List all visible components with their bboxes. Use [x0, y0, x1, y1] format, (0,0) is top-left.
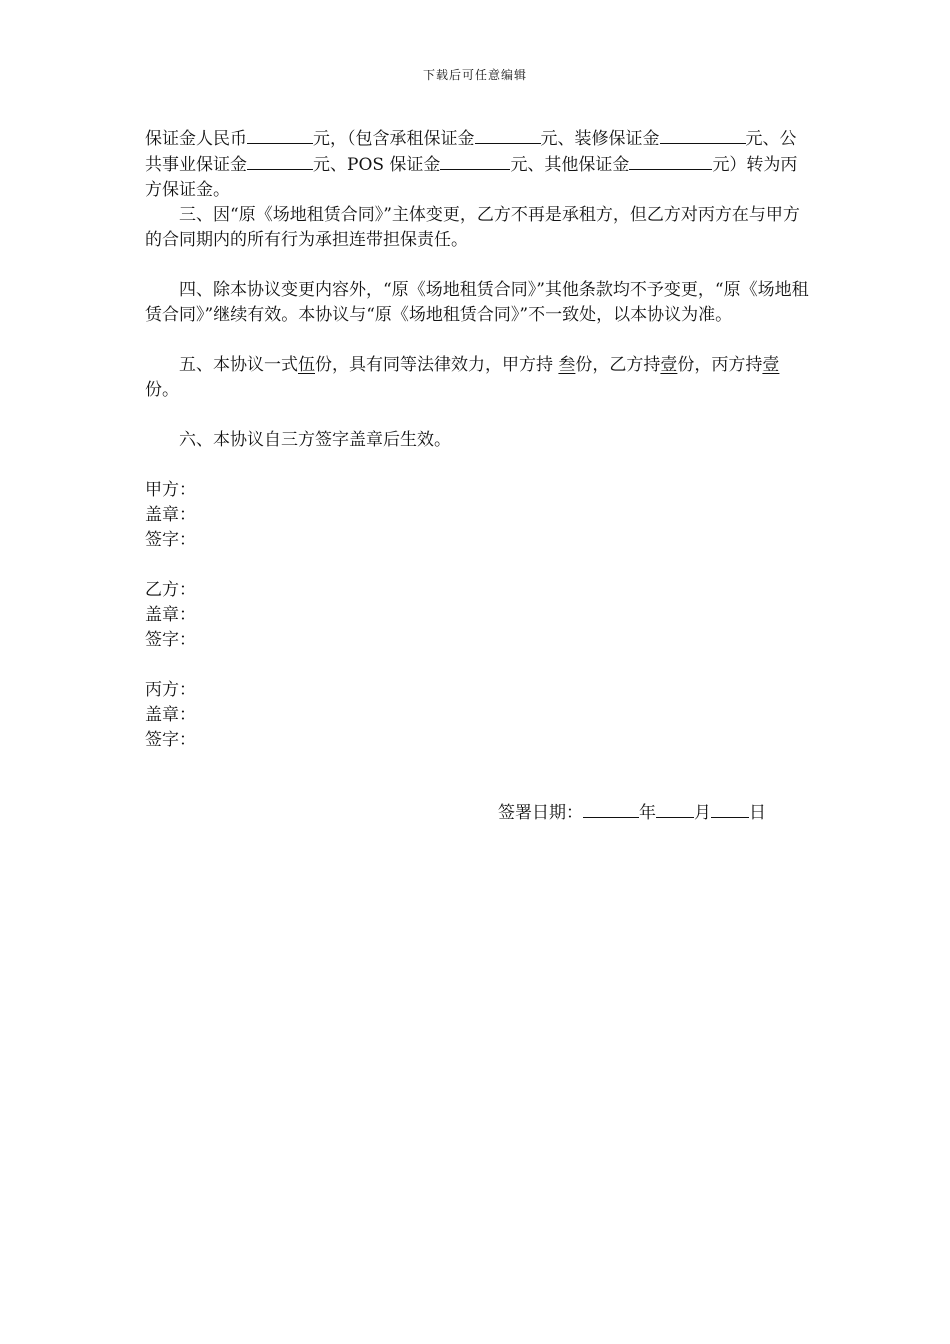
deposit-text-4: 元、公共事业保证金: [145, 129, 797, 175]
clause-4: 四、除本协议变更内容外，“原《场地租赁合同》”其他条款均不予变更，“原《场地租赁合同》”继续有效。本协议与“原《场地租赁合同》”不一致处，以本协议为准。: [145, 280, 809, 325]
party-b-sign: 签字：: [145, 630, 196, 650]
clause-5-text-e: 份。: [145, 380, 179, 400]
year-blank[interactable]: [583, 800, 639, 818]
party-a-seal: 盖章：: [145, 505, 196, 525]
renovation-deposit-blank[interactable]: [660, 126, 746, 144]
deposit-text-5: 元、POS 保证金: [313, 155, 441, 175]
party-c-sign: 签字：: [145, 730, 196, 750]
month-label: 月: [694, 803, 711, 823]
month-blank[interactable]: [656, 800, 694, 818]
party-b-seal: 盖章：: [145, 605, 196, 625]
deposit-text-7: 元）转为丙方保证金。: [145, 155, 798, 200]
page-header: 下载后可任意编辑: [422, 68, 527, 82]
party-b-block: [145, 578, 810, 653]
party-a-block: [145, 478, 810, 553]
clause-5: [145, 353, 810, 403]
day-blank[interactable]: [711, 800, 749, 818]
party-c-label: 丙方：: [145, 680, 196, 700]
clause-5-text-d: 份，丙方持: [677, 355, 763, 375]
deposit-text-6: 元、其他保证金: [510, 155, 630, 175]
party-c-block: [145, 678, 810, 753]
deposit-text-1: 保证金人民币: [145, 129, 247, 149]
utility-deposit-blank[interactable]: [247, 152, 313, 170]
party-a-label: 甲方：: [145, 480, 196, 500]
other-deposit-blank[interactable]: [629, 152, 712, 170]
sign-date-label: 签署日期：: [498, 803, 583, 823]
copies-party-c: 壹: [762, 355, 780, 375]
year-label: 年: [639, 803, 656, 823]
party-a-sign: 签字：: [145, 530, 196, 550]
document-body: [145, 126, 810, 753]
copies-total: 伍: [298, 355, 315, 375]
deposit-text-2: 元，（包含承租保证金: [313, 129, 475, 149]
pos-deposit-blank[interactable]: [440, 152, 510, 170]
deposit-text-3: 元、装修保证金: [540, 129, 660, 149]
copies-party-b: 壹: [660, 355, 678, 375]
deposit-amount-blank[interactable]: [247, 126, 313, 144]
clause-3: 三、因“原《场地租赁合同》”主体变更，乙方不再是承租方，但乙方对丙方在与甲方的合同期内的所有行为承担连带担保责任。: [145, 205, 800, 250]
clause-5-text-b: 份，具有同等法律效力，甲方持: [315, 355, 559, 375]
deposit-paragraph: [145, 126, 810, 203]
sign-date-row: [498, 800, 766, 826]
clause-5-text-c: 份，乙方持: [575, 355, 661, 375]
party-c-seal: 盖章：: [145, 705, 196, 725]
clause-5-text-a: 五、本协议一式: [179, 355, 298, 375]
clause-6: 六、本协议自三方签字盖章后生效。: [179, 430, 451, 450]
day-label: 日: [749, 803, 766, 823]
rent-deposit-blank[interactable]: [475, 126, 541, 144]
copies-party-a: 叁: [558, 355, 576, 375]
party-b-label: 乙方：: [145, 580, 196, 600]
